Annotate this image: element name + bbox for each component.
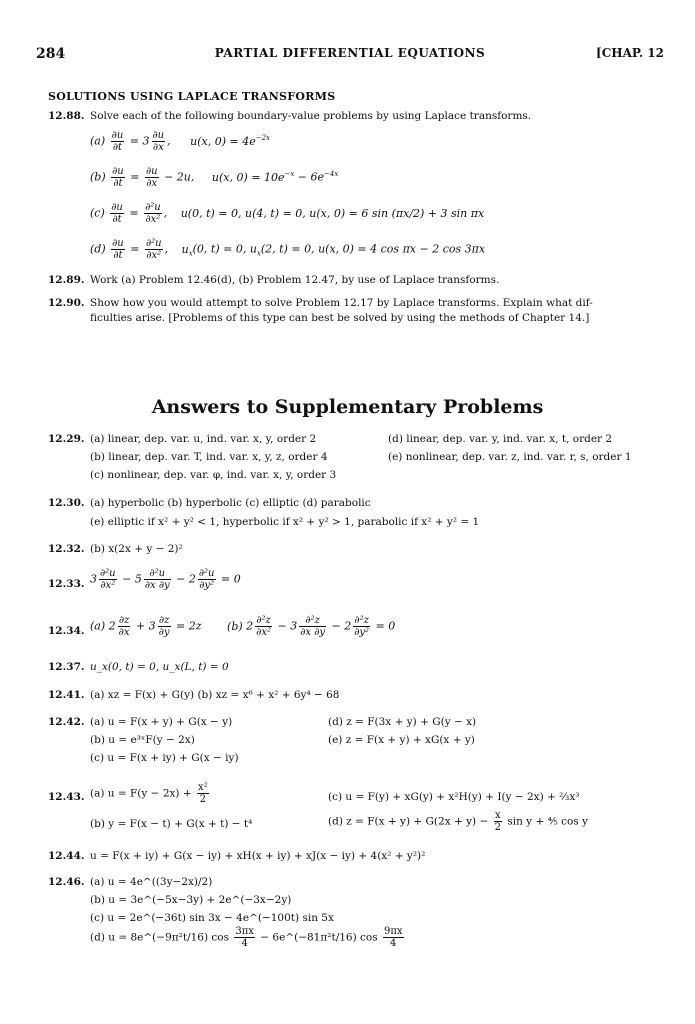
answer-line: (c) u = F(x + iy) + G(x − iy): [90, 752, 239, 764]
answer-line: (a) u = 4e^((3y−2x)/2): [90, 876, 213, 888]
fraction: [234, 926, 255, 949]
answer-line: (c) u = 2e^(−36t) sin 3x − 4e^(−100t) sin 5x: [90, 912, 334, 924]
equals-sign: =: [129, 206, 139, 220]
fraction: [152, 130, 166, 153]
answer-line: (b) linear, dep. var. T, ind. var. x, y, z, order 4: [90, 451, 328, 463]
answer-line: (a) linear, dep. var. u, ind. var. x, y, order 2: [90, 433, 317, 445]
denominator: ∂x²: [100, 580, 116, 591]
denominator: ∂t: [112, 214, 122, 225]
answer-line: (a) xz = F(x) + G(y) (b) xz = x⁶ + x² + 6y⁴ − 68: [90, 689, 340, 701]
fraction: [99, 568, 117, 591]
answer-line: (b) u = e³ˣF(y − 2x): [90, 734, 195, 746]
equation-88c: (c) $\frac{\partial u}{\partial t}$ = $\frac{\text{∂²u}}{\text{∂x²}}$ , u(0, t) = 0, u(4, t) = 0, u(x, 0) = 6 sin (πx/2) + 3 sin πx: [90, 202, 485, 225]
coefficient: 2: [246, 619, 254, 633]
coefficient: 3: [142, 134, 150, 148]
denominator: ∂x: [152, 142, 164, 153]
answer-line: (a) u = F(x + y) + G(x − y): [90, 716, 233, 728]
denominator: 2: [494, 822, 501, 833]
denominator: 4: [241, 938, 248, 949]
condition: u(0, t) = 0, u(4, t) = 0, u(x, 0) = 6 sin (πx/2) + 3 sin πx: [180, 206, 485, 220]
answer-equation-33: [90, 568, 241, 591]
answer-number: 12.44.: [48, 850, 85, 862]
answer-line: (c) u = F(y) + xG(y) + x²H(y) + I(y − 2x) + ⅔x³: [328, 791, 580, 803]
expression: (d) u = 8e^(−9π²t/16) cos: [90, 931, 233, 944]
fraction: [158, 615, 171, 638]
numerator: ∂²u: [100, 568, 116, 579]
problem-text: Work (a) Problem 12.46(d), (b) Problem 12.47, by use of Laplace transforms.: [90, 274, 500, 286]
numerator: ∂²u: [145, 202, 161, 213]
answer-number: 12.29.: [48, 433, 85, 445]
numerator: 9πx: [383, 926, 403, 937]
coefficient: 3: [90, 572, 97, 586]
answer-line: (d) z = F(3x + y) + G(y − x): [328, 716, 477, 728]
denominator: ∂x²: [146, 250, 162, 261]
subscript: x: [256, 249, 261, 258]
numerator: ∂²u: [144, 568, 171, 580]
answer-number: 12.37.: [48, 661, 85, 673]
fraction: [145, 238, 163, 261]
equation-88d: (d) $\frac{\partial u}{\partial t}$ = $\frac{\text{∂²u}}{\text{∂x²}}$ , $u_x(0$, t) = 0, $u_x(2$, t) = 0, u(x, 0) = 4 cos πx − 2 cos 3πx: [90, 238, 486, 261]
expression: − 6e^(−81π²t/16) cos: [256, 931, 381, 944]
coefficient: + 3: [135, 619, 156, 633]
part-label: (a): [90, 619, 106, 633]
condition: (0, t) = 0, u: [192, 242, 257, 256]
numerator: ∂²u: [145, 238, 162, 249]
answer-number: 12.46.: [48, 876, 85, 888]
denominator: ∂x: [118, 627, 130, 638]
answer-number: 12.43.: [48, 791, 85, 803]
numerator: ∂²z: [299, 615, 326, 627]
problem-text: Show how you would attempt to solve Problem 12.17 by Laplace transforms. Explain what dif-: [90, 297, 593, 309]
fraction: [255, 615, 272, 638]
answer-line: (b) x(2x + y − 2)²: [90, 543, 183, 555]
problem-number: 12.90.: [48, 297, 85, 309]
chapter-label: [CHAP. 12: [596, 46, 664, 60]
answer-line: (b) u = 3e^(−5x−3y) + 2e^(−3x−2y): [90, 894, 292, 906]
expression: (a) u = F(y − 2x) +: [90, 787, 195, 800]
equation-88b: [90, 166, 338, 189]
subscript: x: [188, 249, 193, 258]
answer-line: [90, 782, 211, 805]
numerator: x: [494, 810, 501, 821]
coefficient: − 5: [122, 572, 142, 586]
section-heading: SOLUTIONS USING LAPLACE TRANSFORMS: [48, 90, 336, 103]
right-hand-side: = 0: [375, 619, 396, 633]
numerator: ∂²z: [256, 615, 271, 626]
answer-equation-34: [90, 615, 395, 638]
denominator: ∂x ∂y: [144, 580, 170, 591]
exponent: −4x: [324, 169, 339, 178]
numerator: ∂u: [112, 238, 124, 249]
fraction: [110, 202, 124, 225]
condition: (2, t) = 0, u(x, 0) = 4 cos πx − 2 cos 3πx: [260, 242, 486, 256]
fraction: [198, 568, 216, 591]
term: − 6e: [294, 170, 325, 184]
running-title: PARTIAL DIFFERENTIAL EQUATIONS: [214, 46, 486, 60]
numerator: ∂²z: [354, 615, 369, 626]
numerator: x²: [198, 782, 208, 793]
part-label: (b): [90, 170, 106, 184]
numerator: ∂²u: [198, 568, 215, 579]
answer-line: (a) hyperbolic (b) hyperbolic (c) elliptic (d) parabolic: [90, 497, 371, 509]
page-header: [36, 46, 664, 64]
denominator: ∂x²: [256, 627, 271, 638]
fraction: [111, 166, 125, 189]
fraction: [299, 615, 326, 638]
expression: sin y + ⅘ cos y: [503, 815, 588, 828]
exponent: −2x: [255, 133, 270, 142]
equals-sign: =: [130, 242, 140, 256]
answer-line: (e) z = F(x + y) + xG(x + y): [328, 734, 475, 746]
numerator: ∂u: [111, 130, 124, 141]
part-label: (b): [227, 619, 243, 633]
term: − 2u,: [164, 170, 195, 184]
numerator: ∂z: [158, 615, 170, 626]
numerator: ∂z: [118, 615, 130, 626]
answers-title: Answers to Supplementary Problems: [151, 396, 544, 418]
answer-line: (e) elliptic if x² + y² < 1, hyperbolic if x² + y² > 1, parabolic if x² + y² = 1: [90, 516, 480, 528]
denominator: ∂t: [113, 250, 123, 261]
fraction: [494, 810, 502, 833]
answer-number: 12.30.: [48, 497, 85, 509]
part-label: (a): [90, 134, 106, 148]
answer-number: 12.32.: [48, 543, 85, 555]
fraction: [111, 238, 125, 261]
part-label: (c): [90, 206, 105, 220]
numerator: 3πx: [235, 926, 254, 937]
fraction: [145, 166, 159, 189]
answer-line: (b) y = F(x − t) + G(x + t) − t⁴: [90, 818, 253, 830]
coefficient: − 2: [176, 572, 196, 586]
denominator: ∂y: [158, 627, 170, 638]
fraction: [111, 130, 125, 153]
equals-sign: =: [129, 134, 139, 148]
denominator: 2: [199, 794, 207, 805]
answer-line: (e) nonlinear, dep. var. z, ind. var. r, s, order 1: [388, 451, 632, 463]
answer-number: 12.42.: [48, 716, 85, 728]
coefficient: − 3: [277, 619, 298, 633]
fraction: [197, 782, 209, 805]
numerator: ∂u: [152, 130, 165, 141]
exponent: −x: [284, 169, 295, 178]
fraction: [383, 926, 404, 949]
answer-line: (c) nonlinear, dep. var. φ, ind. var. x, y, order 3: [90, 469, 337, 481]
answer-line: [328, 810, 588, 833]
expression: (d) z = F(x + y) + G(2x + y) −: [328, 815, 492, 828]
denominator: ∂x ∂y: [300, 627, 326, 638]
fraction: [353, 615, 370, 638]
denominator: 4: [390, 938, 397, 949]
numerator: ∂u: [111, 202, 123, 213]
right-hand-side: = 0: [221, 572, 241, 586]
fraction: [144, 568, 171, 591]
denominator: ∂x: [146, 178, 158, 189]
fraction: [118, 615, 131, 638]
denominator: ∂y²: [354, 627, 370, 638]
equation-88a: (a) $\frac{\partial u}{\partial t}$ = 3 $\frac{\partial u}{\partial x}$ , u(x, $0) = 4e^{-2x}$: [90, 130, 270, 153]
condition: u: [181, 242, 189, 256]
fraction: [144, 202, 162, 225]
numerator: ∂u: [112, 166, 124, 177]
coefficient: 2: [108, 619, 116, 633]
problem-text: ficulties arise. [Problems of this type can best be solved by using the methods of Chapter 14.]: [90, 312, 590, 324]
answer-line: (d) linear, dep. var. y, ind. var. x, t, order 2: [388, 433, 613, 445]
answer-line: u = F(x + iy) + G(x − iy) + xH(x + iy) + xJ(x − iy) + 4(x² + y²)²: [90, 850, 426, 862]
answer-line: u_x(0, t) = 0, u_x(L, t) = 0: [90, 661, 229, 673]
answer-number: 12.33.: [48, 578, 85, 590]
equals-sign: =: [130, 170, 140, 184]
problem-number: 12.88.: [48, 110, 85, 122]
numerator: ∂u: [145, 166, 158, 177]
part-label: (d): [90, 242, 106, 256]
denominator: ∂t: [112, 142, 123, 153]
problem-number: 12.89.: [48, 274, 85, 286]
denominator: ∂t: [113, 178, 123, 189]
denominator: ∂x²: [145, 214, 161, 225]
page-number: 284: [36, 46, 66, 62]
answer-number: 12.34.: [48, 625, 85, 637]
right-hand-side: = 2z: [176, 619, 202, 633]
answer-number: 12.41.: [48, 689, 85, 701]
condition: u(x, 0) = 10e: [211, 170, 285, 184]
coefficient: − 2: [331, 619, 352, 633]
condition: u(x, 0) = 4e: [190, 134, 256, 148]
problem-text: Solve each of the following boundary-value problems by using Laplace transforms.: [90, 110, 532, 122]
answer-line: [90, 926, 406, 949]
denominator: ∂y²: [199, 580, 215, 591]
